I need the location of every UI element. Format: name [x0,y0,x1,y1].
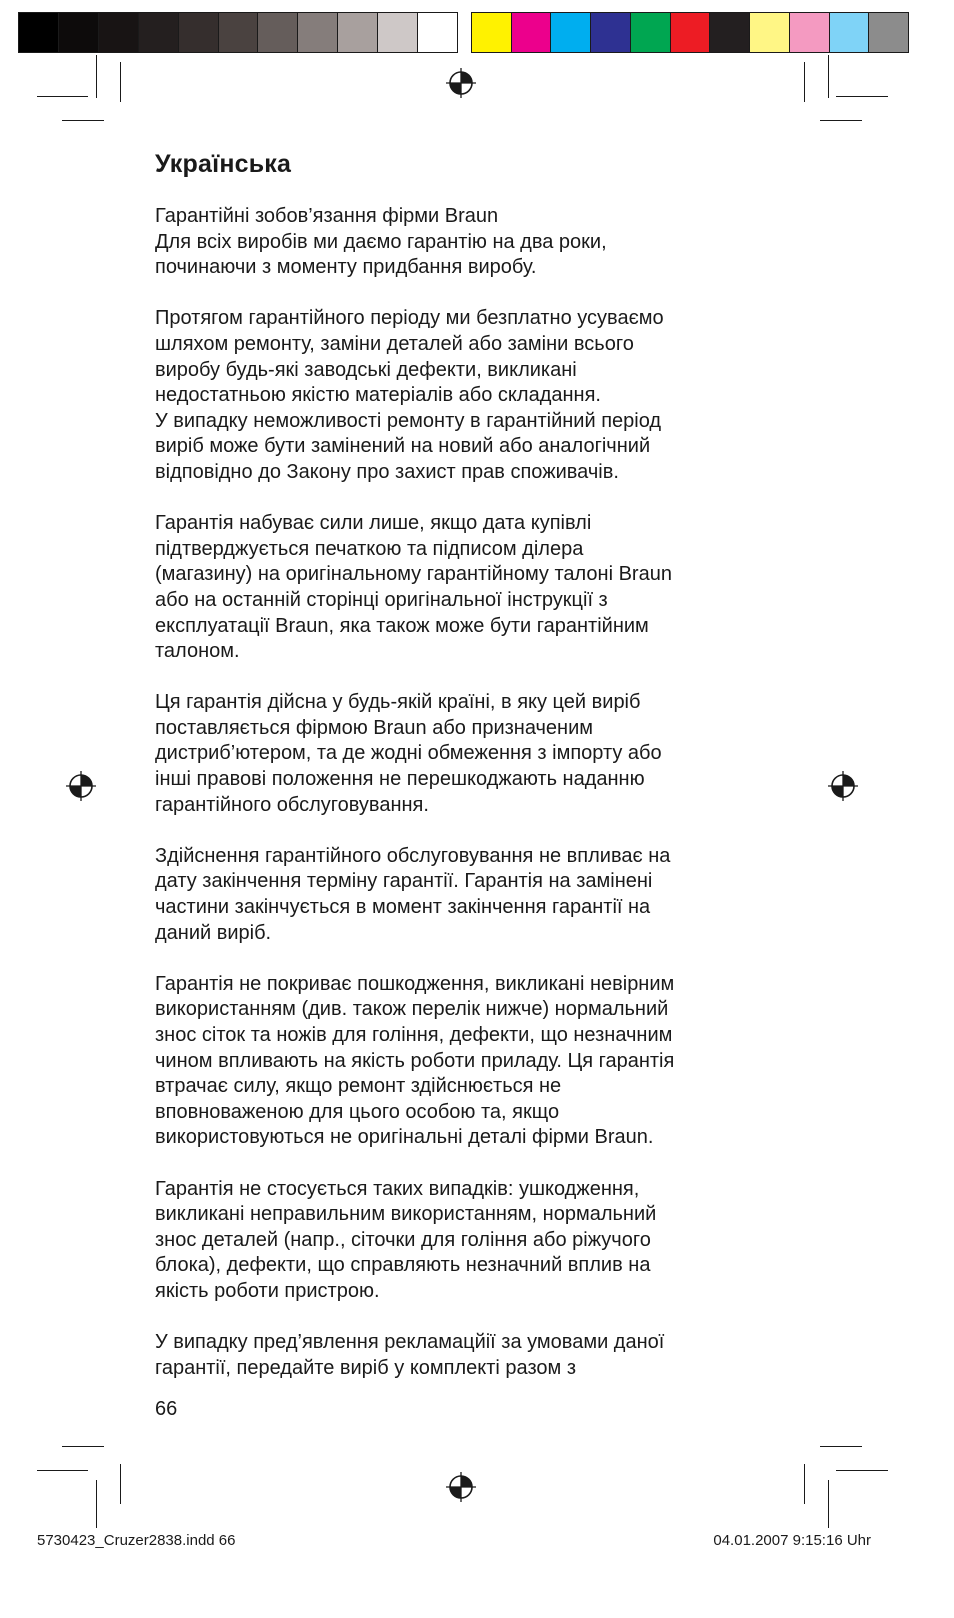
color-swatch [869,13,908,52]
color-swatch [671,13,711,52]
color-swatch [378,13,418,52]
color-swatch [219,13,259,52]
crop-mark [828,1480,829,1528]
color-swatch [338,13,378,52]
registration-mark-icon [828,771,858,801]
color-swatch [551,13,591,52]
crop-mark [37,96,88,97]
paragraph: У випадку пред’явлення рекламацйії за умовами даної гарантії, передайте виріб у комплекті разом з [155,1331,665,1379]
crop-mark [820,120,862,121]
paragraph: Гарантія набуває сили лише, якщо дата купівлі підтверджується печаткою та підписом ділера (магазину) на оригінальному гарантійному талоні Braun або на останній сторінці оригінальної інструкції з експлуатації Braun, яка також може бути гарантійним талоном. [155,512,672,663]
crop-mark [96,55,97,98]
color-swatch [418,13,457,52]
crop-mark [836,1470,888,1471]
crop-mark [120,62,121,102]
document-body [155,204,815,1407]
registration-mark-icon [446,1472,476,1502]
slug-timestamp: 04.01.2007 9:15:16 Uhr [713,1532,871,1549]
color-swatch [298,13,338,52]
crop-mark [804,1464,805,1504]
color-swatch [472,13,512,52]
registration-mark-icon [66,771,96,801]
color-swatch [139,13,179,52]
color-swatch [750,13,790,52]
color-swatch [19,13,59,52]
color-swatch [99,13,139,52]
process-color-bar [471,12,909,53]
color-swatch [790,13,830,52]
color-swatch [830,13,870,52]
crop-mark [120,1464,121,1504]
paragraph: Протягом гарантійного періоду ми безплатно усуваємо шляхом ремонту, заміни деталей або заміни всього виробу будь-які заводські дефекти, викликані недостатньою якістю матеріалів або складання. У випадку неможливості ремонту в гарантійний період виріб може бути замінений на новий або аналогічний відповідно до Закону про захист прав споживачів. [155,307,664,483]
color-swatch [258,13,298,52]
color-swatch [631,13,671,52]
paragraph: Гарантія не стосується таких випадків: ушкодження, викликані неправильним використанням, нормальний знос деталей (напр., сіточки для гоління або ріжучого блока), дефекти, що справляють незначний вплив на якість роботи пристрою. [155,1177,657,1302]
registration-mark-icon [446,68,476,98]
paragraph: Здійснення гарантійного обслуговування не впливає на дату закінчення терміну гарантії. Гарантія на замінені частини закінчується в момент закінчення гарантії на даний виріб. [155,844,671,944]
crop-mark [820,1446,862,1447]
page-number: 66 [155,1398,178,1420]
color-swatch [710,13,750,52]
crop-mark [96,1480,97,1528]
page-title: Українська [155,150,292,178]
paragraph: Ця гарантія дійсна у будь-якій країні, в яку цей виріб поставляється фірмою Braun або призначеним дистриб’ютером, та де жодні обмеження з імпорту або інші правові положення не перешкоджають наданню гарантійного обслуговування. [155,691,662,816]
color-swatch [591,13,631,52]
crop-mark [37,1470,88,1471]
crop-mark [62,1446,104,1447]
slug-file-name: 5730423_Cruzer2838.indd 66 [37,1532,236,1549]
paragraph: Гарантія не покриває пошкодження, викликані невірним використанням (див. також перелік нижче) нормальний знос сіток та ножів для гоління, дефекти, що незначним чином впливають на якість роботи приладу. Ця гарантія втрачає силу, якщо ремонт здійснюється не вповноваженою для цього особою та, якщо використовуються не оригінальні деталі фірми Braun. [155,972,675,1149]
crop-mark [62,120,104,121]
color-swatch [179,13,219,52]
grayscale-color-bar [18,12,458,53]
crop-mark [804,62,805,102]
crop-mark [828,55,829,98]
color-swatch [59,13,99,52]
color-swatch [512,13,552,52]
paragraph: Гарантійні зобов’язання фірми Braun Для всіх виробів ми даємо гарантію на два роки, починаючи з моменту придбання виробу. [155,205,607,279]
crop-mark [836,96,888,97]
